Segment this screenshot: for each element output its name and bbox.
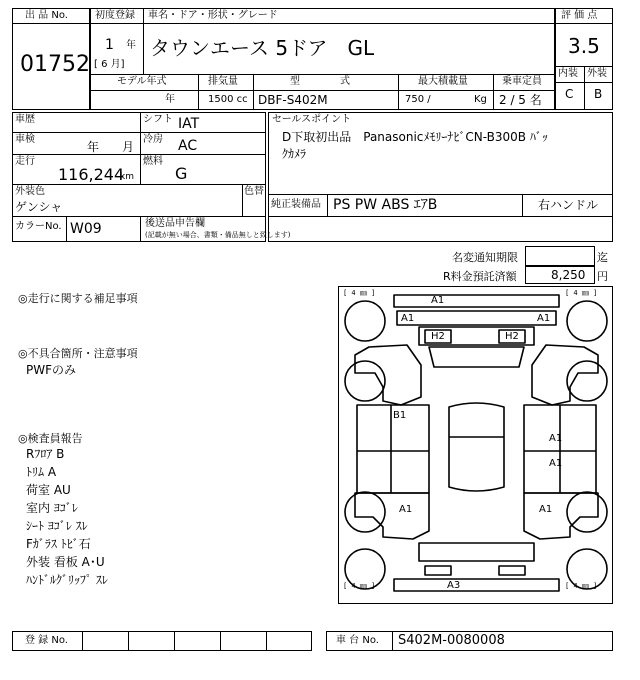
model-year-label: モデル年式	[117, 76, 167, 87]
tire-depth-fr: [ 4 ㎜ ]	[565, 289, 598, 297]
capacity-value: 2 / 5 名	[499, 93, 542, 107]
recycle-amount: 8,250	[551, 268, 586, 282]
equip-value: PS PW ABS ｴｱB	[333, 197, 438, 213]
ac-value: AC	[178, 138, 198, 154]
recycle-label: R料金預託済額	[443, 270, 517, 283]
tire-depth-fl: [ 4 ㎜ ]	[343, 289, 376, 297]
chassis-no: S402M-0080008	[398, 633, 505, 648]
shift-value: IAT	[178, 116, 200, 132]
mark-hood-right: A1	[537, 313, 551, 324]
mark-lamp-left: H2	[431, 331, 445, 342]
shift-label: シフト	[143, 114, 173, 125]
mark-rear-quarter-left: A1	[399, 504, 413, 515]
inspection-year: 年	[87, 140, 100, 154]
defect-notes-label: ◎不具合箇所・注意事項	[18, 347, 138, 360]
car-name: タウンエース 5ドア GL	[150, 36, 375, 60]
first-reg-year: 1	[105, 37, 114, 53]
driving-notes-label: ◎走行に関する補足事項	[18, 292, 138, 305]
inspection-month: 月	[122, 140, 135, 154]
exterior-label: 外装	[587, 68, 607, 79]
inspector-line: 室内 ﾖｺﾞﾚ	[26, 501, 78, 515]
lot-no: 01752	[20, 52, 90, 77]
mileage-label: 走行	[15, 156, 35, 167]
inspector-line: 外装 看板 A･U	[26, 555, 105, 569]
color-label: 外装色	[15, 186, 45, 197]
sales-label: セールスポイント	[272, 114, 352, 125]
color-change-label: 色替	[244, 186, 264, 197]
later-report-label: 後送品申告欄	[145, 218, 205, 229]
inspector-report-label: ◎検査員報告	[18, 432, 83, 445]
inspector-line: ﾊﾝﾄﾞﾙｸﾞﾘｯﾌﾟ ｽﾚ	[26, 573, 108, 587]
inspector-line: Fｶﾞﾗｽ ﾄﾋﾞ石	[26, 537, 91, 551]
year-unit: 年	[126, 40, 136, 51]
equip-label: 純正装備品	[271, 199, 321, 210]
tire-depth-rr: [ 4 ㎜ ]	[565, 582, 598, 590]
color-value: ゲンシャ	[15, 200, 63, 214]
car-name-label: 車名・ドア・形状・グレード	[148, 10, 278, 21]
name-change-box	[525, 246, 595, 266]
color-no-value: W09	[70, 221, 102, 237]
history-label: 車歴	[15, 114, 35, 125]
displacement-value: 1500 cc	[208, 94, 248, 105]
fuel-label: 燃料	[143, 156, 163, 167]
ac-label: 冷房	[143, 134, 163, 145]
inspector-line: ｼｰﾄ ﾖｺﾞﾚ ｽﾚ	[26, 519, 88, 533]
mark-hood-left: A1	[401, 313, 415, 324]
interior-grade: C	[565, 87, 574, 101]
mileage-value: 116,244	[58, 165, 125, 184]
mark-lamp-right: H2	[505, 331, 519, 342]
car-outline	[339, 287, 614, 605]
max-load-label: 最大積載量	[418, 76, 468, 87]
later-report-note: (記載が無い場合、書類・備品無しと致します)	[145, 231, 291, 239]
max-load-unit: Kg	[474, 94, 487, 105]
capacity-label: 乗車定員	[502, 76, 542, 87]
first-reg-month: [ 6 月]	[94, 59, 125, 70]
car-diagram	[338, 286, 613, 604]
name-change-label: 名変通知期限	[452, 251, 518, 264]
inspector-line: ﾄﾘﾑ A	[26, 465, 57, 479]
fuel-value: G	[175, 164, 188, 183]
mark-rear-bumper: A3	[447, 580, 461, 591]
mark-front-door-right: A1	[549, 433, 563, 444]
inspector-line: Rﾌﾛｱ B	[26, 447, 65, 461]
color-no-label: カラーNo.	[15, 221, 62, 232]
mark-front-door-left: B1	[393, 410, 407, 421]
max-load-value: 750 /	[405, 94, 431, 105]
displacement-label: 排気量	[208, 76, 238, 87]
chassis-label: 車 台 No.	[336, 635, 379, 646]
model-year-unit: 年	[165, 94, 175, 105]
mark-front-bumper: A1	[431, 295, 445, 306]
defect-notes-text: PWFのみ	[26, 363, 77, 377]
mark-rear-quarter-right: A1	[539, 504, 553, 515]
tire-depth-rl: [ 4 ㎜ ]	[343, 582, 376, 590]
first-reg-label: 初度登録	[95, 10, 135, 21]
mark-rear-side-right: A1	[549, 458, 563, 469]
score-value: 3.5	[568, 34, 600, 58]
reg-no-label: 登 録 No.	[25, 635, 68, 646]
inspector-line: 荷室 AU	[26, 483, 71, 497]
sales-text-line1: D下取初出品 PanasonicﾒﾓﾘｰﾅﾋﾞCN-B300B ﾊﾞｯ	[282, 130, 548, 144]
lot-no-label: 出 品 No.	[25, 10, 68, 21]
recycle-unit: 円	[597, 270, 608, 283]
name-change-unit: 迄	[597, 251, 608, 264]
handle-value: 右ハンドル	[538, 198, 599, 212]
mileage-unit: km	[120, 172, 134, 182]
model-value: DBF-S402M	[258, 93, 328, 107]
sales-text-line2: ｸｶﾒﾗ	[282, 147, 307, 161]
interior-label: 内装	[558, 68, 578, 79]
score-label: 評 価 点	[561, 10, 598, 21]
model-label: 型 式	[290, 76, 350, 87]
exterior-grade: B	[594, 87, 603, 101]
inspection-label: 車検	[15, 134, 35, 145]
